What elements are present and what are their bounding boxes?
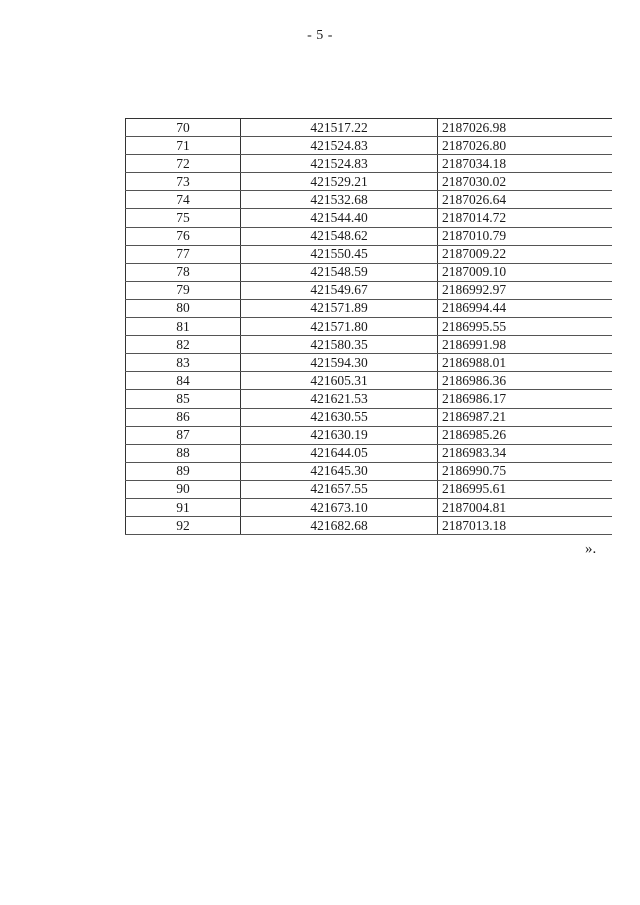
- table-row: [126, 263, 613, 281]
- y-coordinate-cell: 2187034.18: [438, 155, 613, 173]
- point-number-cell: 90: [126, 480, 241, 498]
- point-number-cell: 87: [126, 426, 241, 444]
- point-number-cell: 75: [126, 209, 241, 227]
- point-number-cell: 74: [126, 191, 241, 209]
- x-coordinate-cell: 421673.10: [241, 498, 438, 516]
- x-coordinate-cell: 421594.30: [241, 354, 438, 372]
- x-coordinate-cell: 421532.68: [241, 191, 438, 209]
- table-row: [126, 227, 613, 245]
- point-number-cell: 83: [126, 354, 241, 372]
- x-coordinate-cell: 421529.21: [241, 173, 438, 191]
- y-coordinate-cell: 2187026.80: [438, 137, 613, 155]
- x-coordinate-cell: 421571.89: [241, 299, 438, 317]
- x-coordinate-cell: 421571.80: [241, 318, 438, 336]
- table-row: [126, 372, 613, 390]
- table-row: [126, 498, 613, 516]
- point-number-cell: 80: [126, 299, 241, 317]
- table-row: [126, 209, 613, 227]
- y-coordinate-cell: 2186983.34: [438, 444, 613, 462]
- y-coordinate-cell: 2186990.75: [438, 462, 613, 480]
- point-number-cell: 78: [126, 263, 241, 281]
- x-coordinate-cell: 421517.22: [241, 119, 438, 137]
- table-row: [126, 480, 613, 498]
- table-row: [126, 137, 613, 155]
- table-row: [126, 390, 613, 408]
- table-row: [126, 155, 613, 173]
- point-number-cell: 70: [126, 119, 241, 137]
- point-number-cell: 73: [126, 173, 241, 191]
- y-coordinate-cell: 2187009.22: [438, 245, 613, 263]
- y-coordinate-cell: 2186994.44: [438, 299, 613, 317]
- x-coordinate-cell: 421580.35: [241, 336, 438, 354]
- x-coordinate-cell: 421644.05: [241, 444, 438, 462]
- coordinates-table: [125, 118, 612, 535]
- y-coordinate-cell: 2186991.98: [438, 336, 613, 354]
- point-number-cell: 79: [126, 281, 241, 299]
- y-coordinate-cell: 2186992.97: [438, 281, 613, 299]
- y-coordinate-cell: 2186986.17: [438, 390, 613, 408]
- y-coordinate-cell: 2187013.18: [438, 517, 613, 535]
- coordinates-table-body: [126, 119, 613, 535]
- point-number-cell: 84: [126, 372, 241, 390]
- table-row: [126, 444, 613, 462]
- table-row: [126, 336, 613, 354]
- x-coordinate-cell: 421548.59: [241, 263, 438, 281]
- point-number-cell: 92: [126, 517, 241, 535]
- y-coordinate-cell: 2187030.02: [438, 173, 613, 191]
- y-coordinate-cell: 2187026.98: [438, 119, 613, 137]
- y-coordinate-cell: 2187014.72: [438, 209, 613, 227]
- x-coordinate-cell: 421645.30: [241, 462, 438, 480]
- x-coordinate-cell: 421657.55: [241, 480, 438, 498]
- point-number-cell: 81: [126, 318, 241, 336]
- y-coordinate-cell: 2186988.01: [438, 354, 613, 372]
- table-row: [126, 426, 613, 444]
- y-coordinate-cell: 2186986.36: [438, 372, 613, 390]
- table-row: [126, 173, 613, 191]
- point-number-cell: 77: [126, 245, 241, 263]
- table-row: [126, 119, 613, 137]
- table-row: [126, 408, 613, 426]
- point-number-cell: 82: [126, 336, 241, 354]
- table-row: [126, 517, 613, 535]
- x-coordinate-cell: 421549.67: [241, 281, 438, 299]
- x-coordinate-cell: 421630.55: [241, 408, 438, 426]
- x-coordinate-cell: 421544.40: [241, 209, 438, 227]
- point-number-cell: 89: [126, 462, 241, 480]
- x-coordinate-cell: 421550.45: [241, 245, 438, 263]
- x-coordinate-cell: 421524.83: [241, 155, 438, 173]
- x-coordinate-cell: 421605.31: [241, 372, 438, 390]
- page-number: - 5 -: [307, 28, 333, 43]
- point-number-cell: 91: [126, 498, 241, 516]
- point-number-cell: 76: [126, 227, 241, 245]
- table-row: [126, 191, 613, 209]
- y-coordinate-cell: 2186995.61: [438, 480, 613, 498]
- y-coordinate-cell: 2186995.55: [438, 318, 613, 336]
- closing-quote-mark: ».: [585, 541, 597, 557]
- table-row: [126, 354, 613, 372]
- table-row: [126, 245, 613, 263]
- point-number-cell: 71: [126, 137, 241, 155]
- table-row: [126, 281, 613, 299]
- x-coordinate-cell: 421621.53: [241, 390, 438, 408]
- x-coordinate-cell: 421524.83: [241, 137, 438, 155]
- y-coordinate-cell: 2187004.81: [438, 498, 613, 516]
- point-number-cell: 86: [126, 408, 241, 426]
- point-number-cell: 88: [126, 444, 241, 462]
- y-coordinate-cell: 2187009.10: [438, 263, 613, 281]
- x-coordinate-cell: 421682.68: [241, 517, 438, 535]
- table-row: [126, 299, 613, 317]
- table-row: [126, 318, 613, 336]
- x-coordinate-cell: 421548.62: [241, 227, 438, 245]
- y-coordinate-cell: 2187026.64: [438, 191, 613, 209]
- y-coordinate-cell: 2186987.21: [438, 408, 613, 426]
- y-coordinate-cell: 2186985.26: [438, 426, 613, 444]
- point-number-cell: 85: [126, 390, 241, 408]
- y-coordinate-cell: 2187010.79: [438, 227, 613, 245]
- point-number-cell: 72: [126, 155, 241, 173]
- table-row: [126, 462, 613, 480]
- x-coordinate-cell: 421630.19: [241, 426, 438, 444]
